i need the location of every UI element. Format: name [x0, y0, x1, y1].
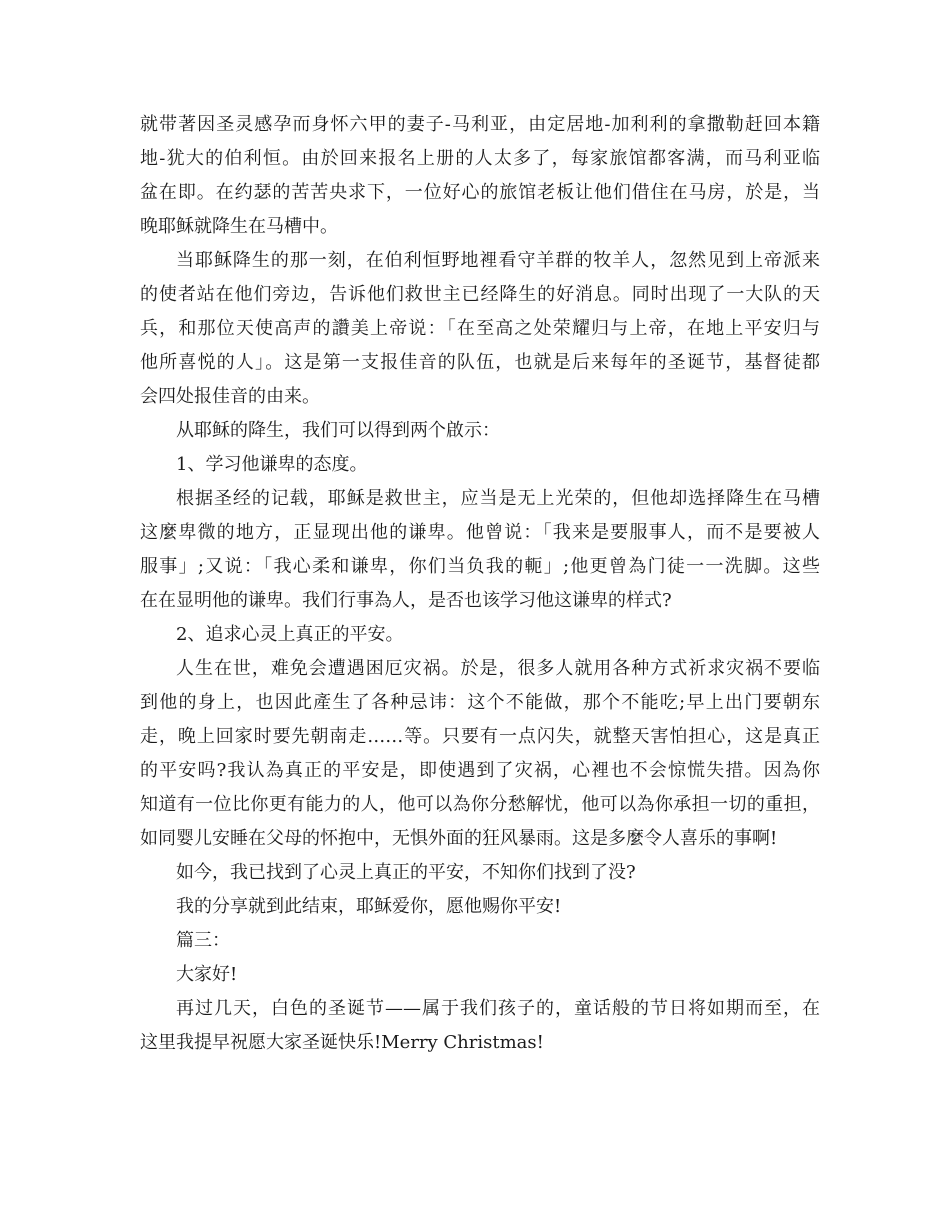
text-line: 再过几天，白色的圣诞节——属于我们孩子的，童话般的节日将如期而至，在 — [176, 998, 820, 1019]
text-line: 如今，我已找到了心灵上真正的平安，不知你们找到了没? — [176, 862, 636, 883]
text-line: 到他的身上，也因此產生了各种忌讳：这个不能做，那个不能吃;早上出门要朝东 — [140, 692, 820, 713]
text-line: 这里我提早祝愿大家圣诞快乐!Merry Christmas! — [140, 1032, 544, 1053]
text-line: 兵，和那位天使高声的讚美上帝说：「在至高之处荣耀归与上帝，在地上平安归与 — [140, 318, 820, 339]
text-line: 晚耶稣就降生在马槽中。 — [140, 216, 338, 237]
text-line: 会四处报佳音的由来。 — [140, 386, 320, 407]
text-line: 知道有一位比你更有能力的人，他可以為你分愁解忧，他可以為你承担一切的重担， — [140, 794, 820, 815]
text-line: 就带著因圣灵感孕而身怀六甲的妻子-马利亚，由定居地-加利利的拿撒勒赶回本籍 — [140, 114, 820, 135]
greeting: 大家好! — [176, 964, 238, 985]
text-line: 的使者站在他们旁边，告诉他们救世主已经降生的好消息。同时出现了一大队的天 — [140, 284, 820, 305]
section-heading: 1、学习他谦卑的态度。 — [176, 454, 368, 475]
text-line: 的平安吗?我认為真正的平安是，即使遇到了灾祸，心裡也不会惊慌失措。因為你 — [140, 760, 820, 781]
text-line: 他所喜悦的人」。这是第一支报佳音的队伍，也就是后来每年的圣诞节，基督徒都 — [140, 352, 820, 373]
text-line: 这麼卑微的地方，正显现出他的谦卑。他曾说：「我来是要服事人，而不是要被人 — [140, 522, 820, 543]
section-title: 篇三： — [176, 930, 230, 951]
text-line: 当耶稣降生的那一刻，在伯利恒野地裡看守羊群的牧羊人，忽然见到上帝派来 — [176, 250, 820, 271]
text-line: 我的分享就到此结束，耶稣爱你，愿他赐你平安! — [176, 896, 562, 917]
text-line: 如同婴儿安睡在父母的怀抱中，无惧外面的狂风暴雨。这是多麼令人喜乐的事啊! — [140, 828, 778, 849]
text-line: 在在显明他的谦卑。我们行事為人，是否也该学习他这谦卑的样式? — [140, 590, 672, 611]
document-body — [140, 108, 820, 1060]
text-line: 根据圣经的记载，耶稣是救世主，应当是无上光荣的，但他却选择降生在马槽 — [176, 488, 820, 509]
text-line: 地-犹大的伯利恒。由於回来报名上册的人太多了，每家旅馆都客满，而马利亚临 — [140, 148, 820, 169]
text-line: 从耶稣的降生，我们可以得到两个啟示： — [176, 420, 500, 441]
text-line: 走，晚上回家时要先朝南走……等。只要有一点闪失，就整天害怕担心，这是真正 — [140, 726, 820, 747]
text-line: 人生在世，难免会遭遇困厄灾祸。於是，很多人就用各种方式祈求灾祸不要临 — [176, 658, 820, 679]
text-line: 服事」;又说：「我心柔和谦卑，你们当负我的軛」;他更曾為门徒一一洗脚。这些 — [140, 556, 820, 577]
text-line: 盆在即。在约瑟的苦苦央求下，一位好心的旅馆老板让他们借住在马房，於是，当 — [140, 182, 820, 203]
section-heading: 2、追求心灵上真正的平安。 — [176, 624, 404, 645]
